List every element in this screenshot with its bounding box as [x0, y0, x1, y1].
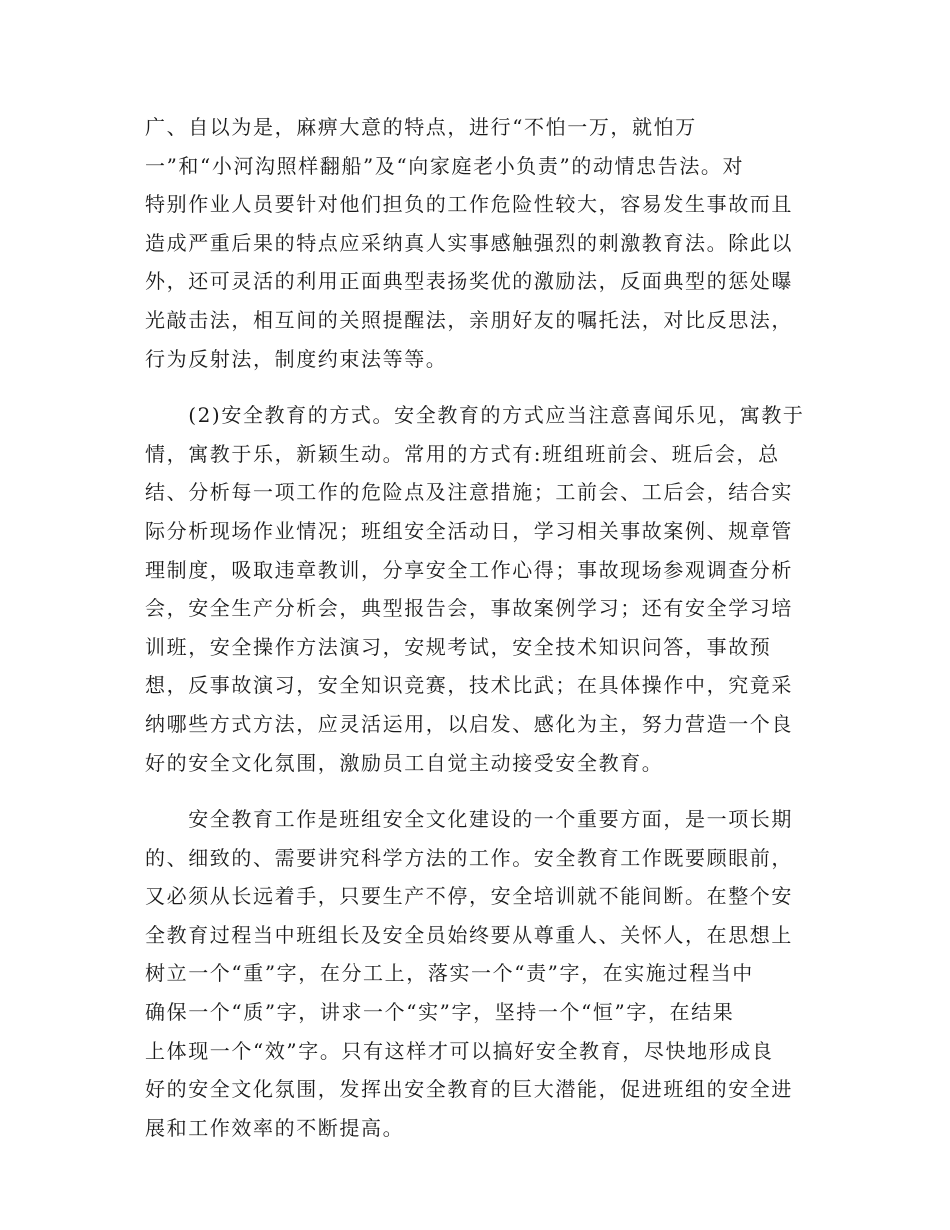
text-line: 确保一个“质”字，讲求一个“实”字，坚持一个“恒”字，在结果 — [145, 1000, 735, 1025]
text-line: 特别作业人员要针对他们担负的工作危险性较大，容易发生事故而且 — [145, 192, 793, 217]
text-line: (2)安全教育的方式。安全教育的方式应当注意喜闻乐见，寓教于 — [145, 403, 805, 428]
text-line: 结、分析每一项工作的危险点及注意措施；工前会、工后会，结合实 — [145, 480, 793, 505]
text-line: 广、自以为是，麻痹大意的特点，进行“不怕一万，就怕万 — [145, 115, 697, 139]
paragraph-spacer — [145, 782, 805, 800]
text-line: 外，还可灵活的利用正面典型表扬奖优的激励法，反面典型的惩处曝 — [145, 269, 793, 294]
paragraph-education-methods — [145, 108, 805, 378]
text-line: 会，安全生产分析会，典型报告会，事故案例学习；还有安全学习培 — [145, 596, 793, 621]
text-line: 树立一个“重”字，在分工上，落实一个“责”字，在实施过程当中 — [145, 961, 754, 986]
text-line: 理制度，吸取违章教训，分享安全工作心得；事故现场参观调查分析 — [145, 557, 793, 582]
text-line: 纳哪些方式方法，应灵活运用，以启发、感化为主，努力营造一个良 — [145, 711, 793, 736]
text-line: 展和工作效率的不断提高。 — [145, 1115, 405, 1140]
paragraph-education-forms — [145, 396, 805, 782]
text-line: 造成严重后果的特点应采纳真人实事感触强烈的刺激教育法。除此以 — [145, 230, 793, 255]
text-line: 的、细致的、需要讲究科学方法的工作。安全教育工作既要顾眼前， — [145, 845, 793, 870]
text-line: 又必须从长远着手，只要生产不停，安全培训就不能间断。在整个安 — [145, 884, 793, 909]
text-line: 训班，安全操作方法演习，安规考试，安全技术知识问答，事故预 — [145, 634, 772, 659]
document-body — [145, 108, 805, 1147]
text-line: 全教育过程当中班组长及安全员始终要从尊重人、关怀人，在思想上 — [145, 922, 793, 947]
text-line: 上体现一个“效”字。只有这样才可以搞好安全教育，尽快地形成良 — [145, 1038, 774, 1063]
text-line: 安全教育工作是班组安全文化建设的一个重要方面，是一项长期 — [145, 807, 793, 832]
text-line: 际分析现场作业情况；班组安全活动日，学习相关事故案例、规章管 — [145, 518, 793, 543]
paragraph-spacer — [145, 378, 805, 396]
text-line: 好的安全文化氛围，发挥出安全教育的巨大潜能，促进班组的安全进 — [145, 1077, 793, 1102]
paragraph-conclusion — [145, 800, 805, 1147]
text-line: 好的安全文化氛围，激励员工自觉主动接受安全教育。 — [145, 750, 664, 775]
text-line: 一”和“小河沟照样翻船”及“向家庭老小负责”的动情忠告法。对 — [145, 153, 745, 178]
text-line: 行为反射法，制度约束法等等。 — [145, 346, 448, 371]
text-line: 想，反事故演习，安全知识竞赛，技术比武；在具体操作中，究竟采 — [145, 673, 793, 698]
text-line: 光敲击法，相互间的关照提醒法，亲朋好友的嘱托法，对比反思法， — [145, 307, 793, 332]
text-line: 情，寓教于乐，新颖生动。常用的方式有:班组班前会、班后会，总 — [145, 441, 780, 466]
